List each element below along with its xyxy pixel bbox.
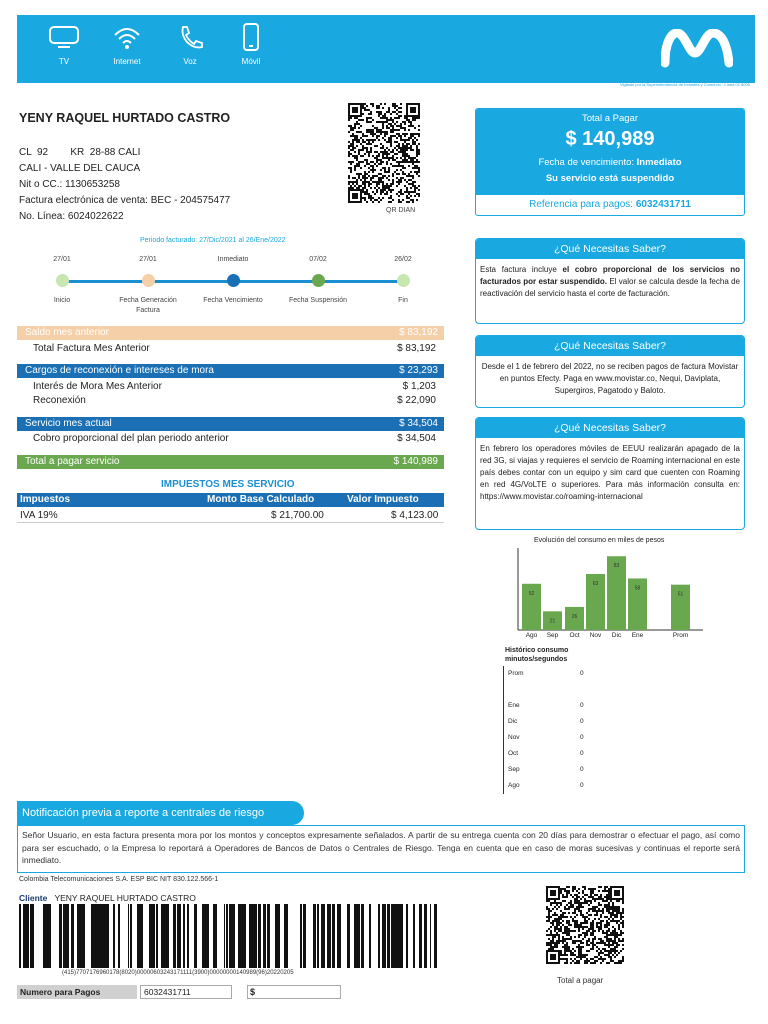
history-row: [508, 702, 598, 712]
internet-label: Internet: [113, 57, 141, 66]
notification-text: Señor Usuario, en esta factura presenta mora por los montos y conceptos expresamente señalados. A partir de su entrega cuenta con 20 días para demostrar o efectuar el pago, así como para ser escuchado, o la Empresa lo reportará a Operadores de Bancos de Datos o Centrales de Riesgo. Tenga en cuenta que en caso de moras sucesivas y continuas el reporte será inmediato.: [17, 825, 745, 873]
address-line2: CALI - VALLE DEL CAUCA: [19, 163, 141, 174]
info-1-bold: el cobro proporcional de los servicios no facturados por estar suspendido.: [480, 265, 740, 286]
info-3-title: ¿Qué Necesitas Saber?: [476, 418, 744, 438]
header-legal-note: Vigilado por la Superintendencia de Industria y Comercio · Línea 01 8000: [619, 82, 750, 87]
total-title: Total a Pagar: [582, 113, 638, 124]
cliente-value: YENY RAQUEL HURTADO CASTRO: [54, 893, 196, 903]
history-value: 0: [580, 702, 584, 709]
voz-label: Voz: [183, 57, 197, 66]
qr-dian-code: [348, 103, 420, 203]
tax-col-base: Monto Base Calculado: [207, 494, 315, 505]
info-2-text: Desde el 1 de febrero del 2022, no se reciben pagos de factura Movistar en puntos Efecty. Paga en www.movistar.co, Nequi, Daviplata, Supergiros, Pagatodo y Baloto.: [481, 362, 739, 395]
barcode-text: (415)7707176960178(8020)00000603243171111(3900)00000000140989(96)20220205: [62, 970, 294, 976]
chart-value-label: 51: [677, 591, 684, 598]
timeline-dot: [56, 274, 69, 287]
voz-nav[interactable]: [165, 23, 215, 66]
reconexion-label: Reconexión: [33, 395, 86, 406]
info-box-1: [475, 238, 745, 324]
cliente-line: [19, 893, 196, 903]
timeline-dot: [397, 274, 410, 287]
cliente-label: Cliente: [19, 893, 48, 903]
qr-dian-label: QR DIAN: [386, 207, 416, 214]
customer-name: YENY RAQUEL HURTADO CASTRO: [19, 111, 231, 125]
tax-name: IVA 19%: [20, 510, 58, 521]
history-value: 0: [580, 750, 584, 757]
timeline-label: Inicio: [53, 297, 71, 304]
due-value: Inmediato: [636, 157, 682, 168]
brand-header: [17, 15, 755, 83]
chart-value-label: 26: [571, 613, 578, 620]
history-label: Prom: [508, 670, 524, 677]
tv-nav[interactable]: [39, 23, 89, 66]
timeline-date: Inmediato: [217, 256, 249, 263]
total-factura-row: [33, 342, 436, 356]
wifi-icon: [111, 23, 143, 51]
timeline-date: 07/02: [309, 256, 327, 263]
chart-category-label: Oct: [569, 632, 580, 639]
chart-category-label: Ago: [525, 632, 538, 639]
timeline-date: 27/01: [139, 256, 157, 263]
linea-line: No. Línea: 6024022622: [19, 211, 124, 222]
timeline-date: 27/01: [53, 256, 71, 263]
interes-row: [33, 380, 436, 394]
timeline-label: Fecha Suspensión: [289, 297, 347, 304]
company-line: Colombia Telecomunicaciones S.A. ESP BIC NIT 830.122.566-1: [19, 876, 219, 883]
total-fact-value: $ 83,192: [397, 343, 436, 354]
consumption-chart: [515, 544, 705, 644]
history-value: 0: [580, 782, 584, 789]
tv-label: TV: [58, 57, 70, 66]
corner-mark: ·: [738, 1008, 739, 1012]
history-label: Ago: [508, 782, 520, 789]
info-box-2: [475, 335, 745, 408]
cobro-row: [33, 432, 436, 446]
factura-line: Factura electrónica de venta: BEC - 204575477: [19, 195, 231, 206]
chart-title: Evolución del consumo en miles de pesos: [534, 537, 665, 544]
cargos-bar: [17, 364, 444, 378]
nit-line: Nit o CC.: 1130653258: [19, 179, 120, 190]
total-fact-label: Total Factura Mes Anterior: [33, 343, 150, 354]
timeline-date: 26/02: [394, 256, 412, 263]
timeline-label: Fecha Vencimiento: [203, 297, 263, 304]
ref-label: Referencia para pagos:: [529, 199, 636, 210]
chart-value-label: 21: [549, 618, 556, 625]
chart-value-label: 63: [592, 581, 599, 587]
info-1-post: El valor se calcula desde la fecha de reactivación del servicio hasta el corte de facturación.: [480, 277, 740, 298]
info-1-title: ¿Qué Necesitas Saber?: [476, 239, 744, 259]
info-1-pre: Esta factura incluye: [480, 265, 563, 274]
movistar-logo-icon: [661, 29, 733, 69]
total-to-pay-box: [475, 108, 745, 216]
payment-qr-label: Total a pagar: [557, 976, 604, 985]
chart-value-label: 52: [528, 590, 535, 597]
total-servicio-bar: [17, 455, 444, 469]
chart-category-label: Nov: [589, 632, 602, 639]
history-row: [508, 750, 598, 760]
chart-category-label: Sep: [546, 632, 559, 639]
servicio-value: $ 34,504: [399, 418, 438, 429]
history-label: Dic: [508, 718, 518, 725]
total-servicio-value: $ 140,989: [393, 456, 438, 467]
timeline-dot: [312, 274, 325, 287]
tax-col-impuestos: Impuestos: [20, 494, 71, 505]
history-value: 0: [580, 718, 584, 725]
address-line1: CL 92 KR 28-88 CALI: [19, 147, 141, 158]
chart-value-label: 83: [613, 563, 620, 570]
history-row: [508, 670, 598, 680]
suspended-notice: Su servicio está suspendido: [545, 173, 675, 184]
total-servicio-label: Total a pagar servicio: [25, 456, 120, 467]
servicio-label: Servicio mes actual: [25, 418, 112, 429]
history-title-line1: Histórico consumo: [505, 647, 569, 654]
movil-label: Móvil: [241, 57, 261, 66]
timeline-label: Fecha Generación Factura: [119, 297, 177, 314]
mobile-icon: [235, 23, 267, 51]
customer-address: [19, 145, 230, 225]
amount-field: $: [247, 985, 341, 999]
tax-value: $ 4,123.00: [391, 510, 439, 521]
servicio-bar: [17, 417, 444, 431]
info-2-title: ¿Qué Necesitas Saber?: [476, 336, 744, 356]
chart-category-label: Ene: [631, 632, 644, 639]
taxes-title: IMPUESTOS MES SERVICIO: [161, 479, 295, 490]
numero-pagos-value: 6032431711: [140, 985, 232, 999]
due-label: Fecha de vencimiento:: [538, 157, 637, 168]
ref-value: 6032431711: [635, 199, 691, 210]
history-value: 0: [580, 670, 584, 677]
tax-col-valor: Valor Impuesto: [347, 494, 419, 505]
history-label: Ene: [508, 702, 520, 709]
phone-icon: [174, 23, 206, 51]
history-label: Nov: [508, 734, 520, 741]
chart-value-label: 58: [634, 585, 641, 592]
cargos-value: $ 23,293: [399, 365, 438, 376]
cobro-label: Cobro proporcional del plan periodo anterior: [33, 433, 229, 444]
numero-pagos-label: Numero para Pagos: [17, 985, 137, 999]
history-row: [508, 734, 598, 744]
total-amount: $ 140,989: [565, 128, 655, 150]
tax-base: $ 21,700.00: [271, 510, 324, 521]
reconexion-row: [33, 394, 436, 408]
taxes-header: [17, 493, 444, 507]
info-3-text: En febrero los operadores móviles de EEUU realizarán apagado de la red 3G, si viajas y requieres el servicio de Roaming internacional en este país debes contar con un equipo y sim card que cuenten con Roaming en red 4G/VoLTE o superiores. Para más información consulta en: https://www.movistar.co/roaming-internacional: [480, 444, 740, 501]
history-axis: [503, 666, 504, 794]
saldo-value: $ 83,192: [399, 327, 438, 338]
cargos-label: Cargos de reconexión e intereses de mora: [25, 365, 214, 376]
info-box-3: [475, 417, 745, 530]
history-row: [508, 782, 598, 792]
history-title-line2: minutos/segundos: [505, 656, 568, 663]
chart-category-label: Dic: [611, 632, 622, 639]
tax-row: [17, 509, 444, 523]
movil-nav[interactable]: [226, 23, 276, 66]
timeline-label: Fin: [398, 297, 408, 304]
history-value: 0: [580, 734, 584, 741]
history-value: 0: [580, 766, 584, 773]
interes-label: Interés de Mora Mes Anterior: [33, 381, 162, 392]
history-label: Oct: [508, 750, 519, 757]
timeline-dot: [227, 274, 240, 287]
payment-qr-code: [546, 886, 624, 964]
history-label: Sep: [508, 766, 520, 773]
notification-title: Notificación previa a reporte a centrales de riesgo: [17, 801, 304, 825]
payment-barcode: [19, 904, 439, 968]
timeline-dot: [142, 274, 155, 287]
history-row: [508, 766, 598, 776]
chart-category-label: Prom: [672, 632, 689, 639]
reconexion-value: $ 22,090: [397, 395, 436, 406]
tv-icon: [48, 23, 80, 51]
interes-value: $ 1,203: [402, 381, 436, 392]
cobro-value: $ 34,504: [397, 433, 436, 444]
history-title: [505, 646, 568, 664]
history-row: [508, 718, 598, 728]
saldo-anterior-bar: [17, 326, 444, 340]
billing-period-title: Periodo facturado: 27/Dic/2021 al 26/Ene/2022: [140, 237, 286, 244]
internet-nav[interactable]: [102, 23, 152, 66]
saldo-label: Saldo mes anterior: [25, 327, 109, 338]
